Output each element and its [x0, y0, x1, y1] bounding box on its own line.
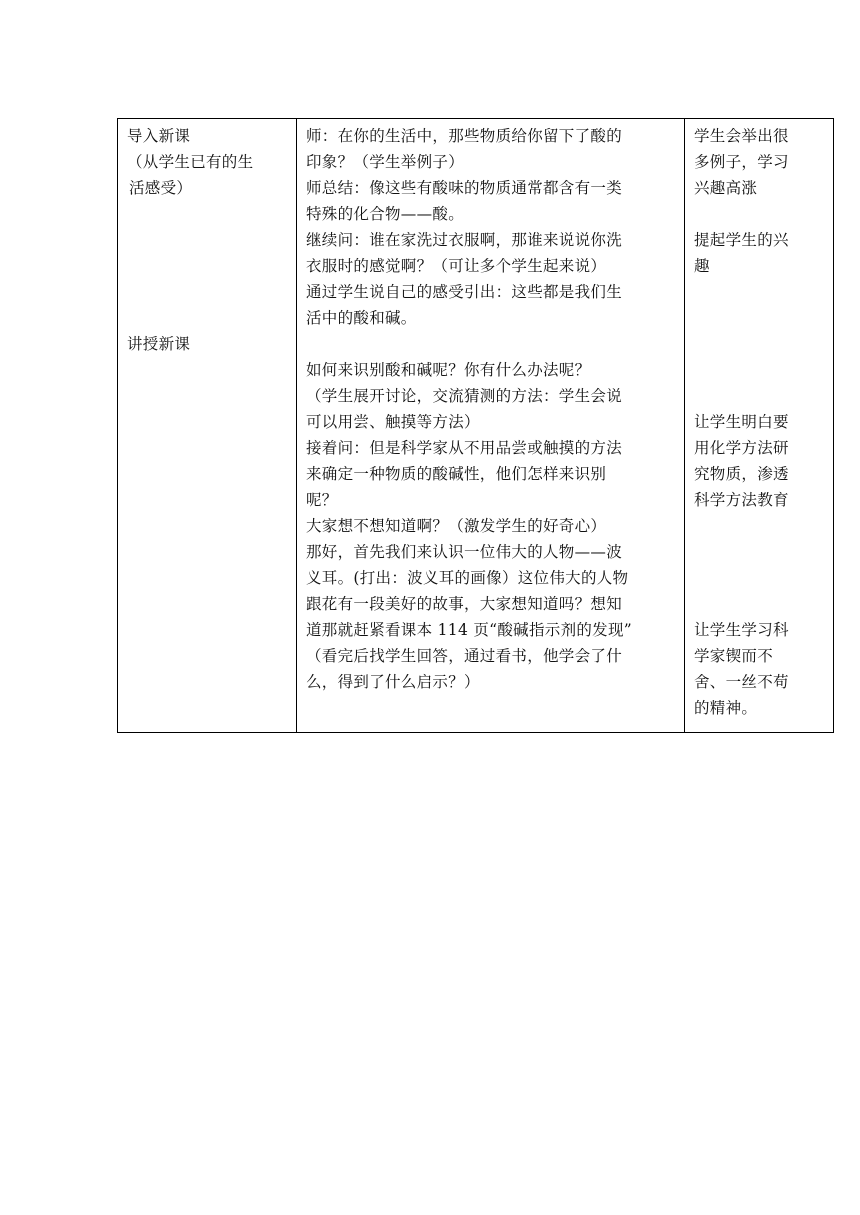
spacer: [694, 383, 824, 409]
activity-line: （学生展开讨论，交流猜测的方法：学生会说: [306, 387, 623, 405]
intent-line: 舍、一丝不苟: [694, 673, 789, 691]
activity-line: 义耳。(打出：波义耳的画像）这位伟大的人物: [306, 569, 629, 587]
activity-line: 活中的酸和碱。: [306, 309, 417, 327]
stage-intro-title: 导入新课: [127, 127, 191, 145]
activity-line: 继续问：谁在家洗过衣服啊，那谁来说说你洗: [306, 231, 623, 249]
spacer: [694, 201, 824, 227]
stage-lecture-title: 讲授新课: [127, 335, 191, 353]
intent-line: 科学方法教育: [694, 491, 789, 509]
activity-line: 如何来识别酸和碱呢？你有什么办法呢？: [306, 361, 591, 379]
table-row: [118, 119, 834, 733]
intent-line: 学生会举出很: [694, 127, 789, 145]
spacer: [127, 201, 287, 331]
intent-line: 趣: [694, 257, 710, 275]
activity-line: 么，得到了什么启示？）: [306, 673, 480, 691]
activity-line: 道那就赶紧看课本 114 页“酸碱指示剂的发现”: [306, 621, 632, 639]
activity-line: 师：在你的生活中，那些物质给你留下了酸的: [306, 127, 623, 145]
activity-line: 呢？: [306, 491, 338, 509]
activity-line: 通过学生说自己的感受引出：这些都是我们生: [306, 283, 623, 301]
intent-line: 让学生学习科: [694, 621, 789, 639]
activity-line: （看完后找学生回答，通过看书，他学会了什: [306, 647, 623, 665]
spacer: [694, 565, 824, 617]
activity-line: 特殊的化合物——酸。: [306, 205, 465, 223]
intent-line: 让学生明白要: [694, 413, 789, 431]
intent-line: 兴趣高涨: [694, 179, 758, 197]
activity-line: 师总结：像这些有酸味的物质通常都含有一类: [306, 179, 623, 197]
intent-line: 提起学生的兴: [694, 231, 789, 249]
stage-intro-note: 活感受）: [129, 179, 193, 197]
activity-line: 可以用尝、触摸等方法）: [306, 413, 480, 431]
activity-line: 来确定一种物质的酸碱性，他们怎样来识别: [306, 465, 607, 483]
activity-line: 衣服时的感觉啊？（可让多个学生起来说）: [306, 257, 607, 275]
spacer: [694, 331, 824, 383]
lesson-plan-table: [117, 118, 834, 733]
intent-line: 的精神。: [694, 699, 758, 717]
spacer: [694, 279, 824, 331]
spacer: [306, 331, 675, 357]
activity-line: 接着问：但是科学家从不用品尝或触摸的方法: [306, 439, 623, 457]
intent-line: 究物质，渗透: [694, 465, 789, 483]
intent-line: 用化学方法研: [694, 439, 789, 457]
intent-line: 学家锲而不: [694, 647, 774, 665]
activity-line: 印象？（学生举例子）: [306, 153, 465, 171]
stage-intro-note: （从学生已有的生: [127, 153, 254, 171]
spacer: [694, 513, 824, 565]
intent-cell: [685, 119, 834, 733]
activity-cell: [297, 119, 685, 733]
activity-line: 那好，首先我们来认识一位伟大的人物——波: [306, 543, 623, 561]
activity-line: 跟花有一段美好的故事，大家想知道吗？想知: [306, 595, 623, 613]
activity-line: 大家想不想知道啊？（激发学生的好奇心）: [306, 517, 607, 535]
stage-cell: [118, 119, 297, 733]
intent-line: 多例子，学习: [694, 153, 789, 171]
